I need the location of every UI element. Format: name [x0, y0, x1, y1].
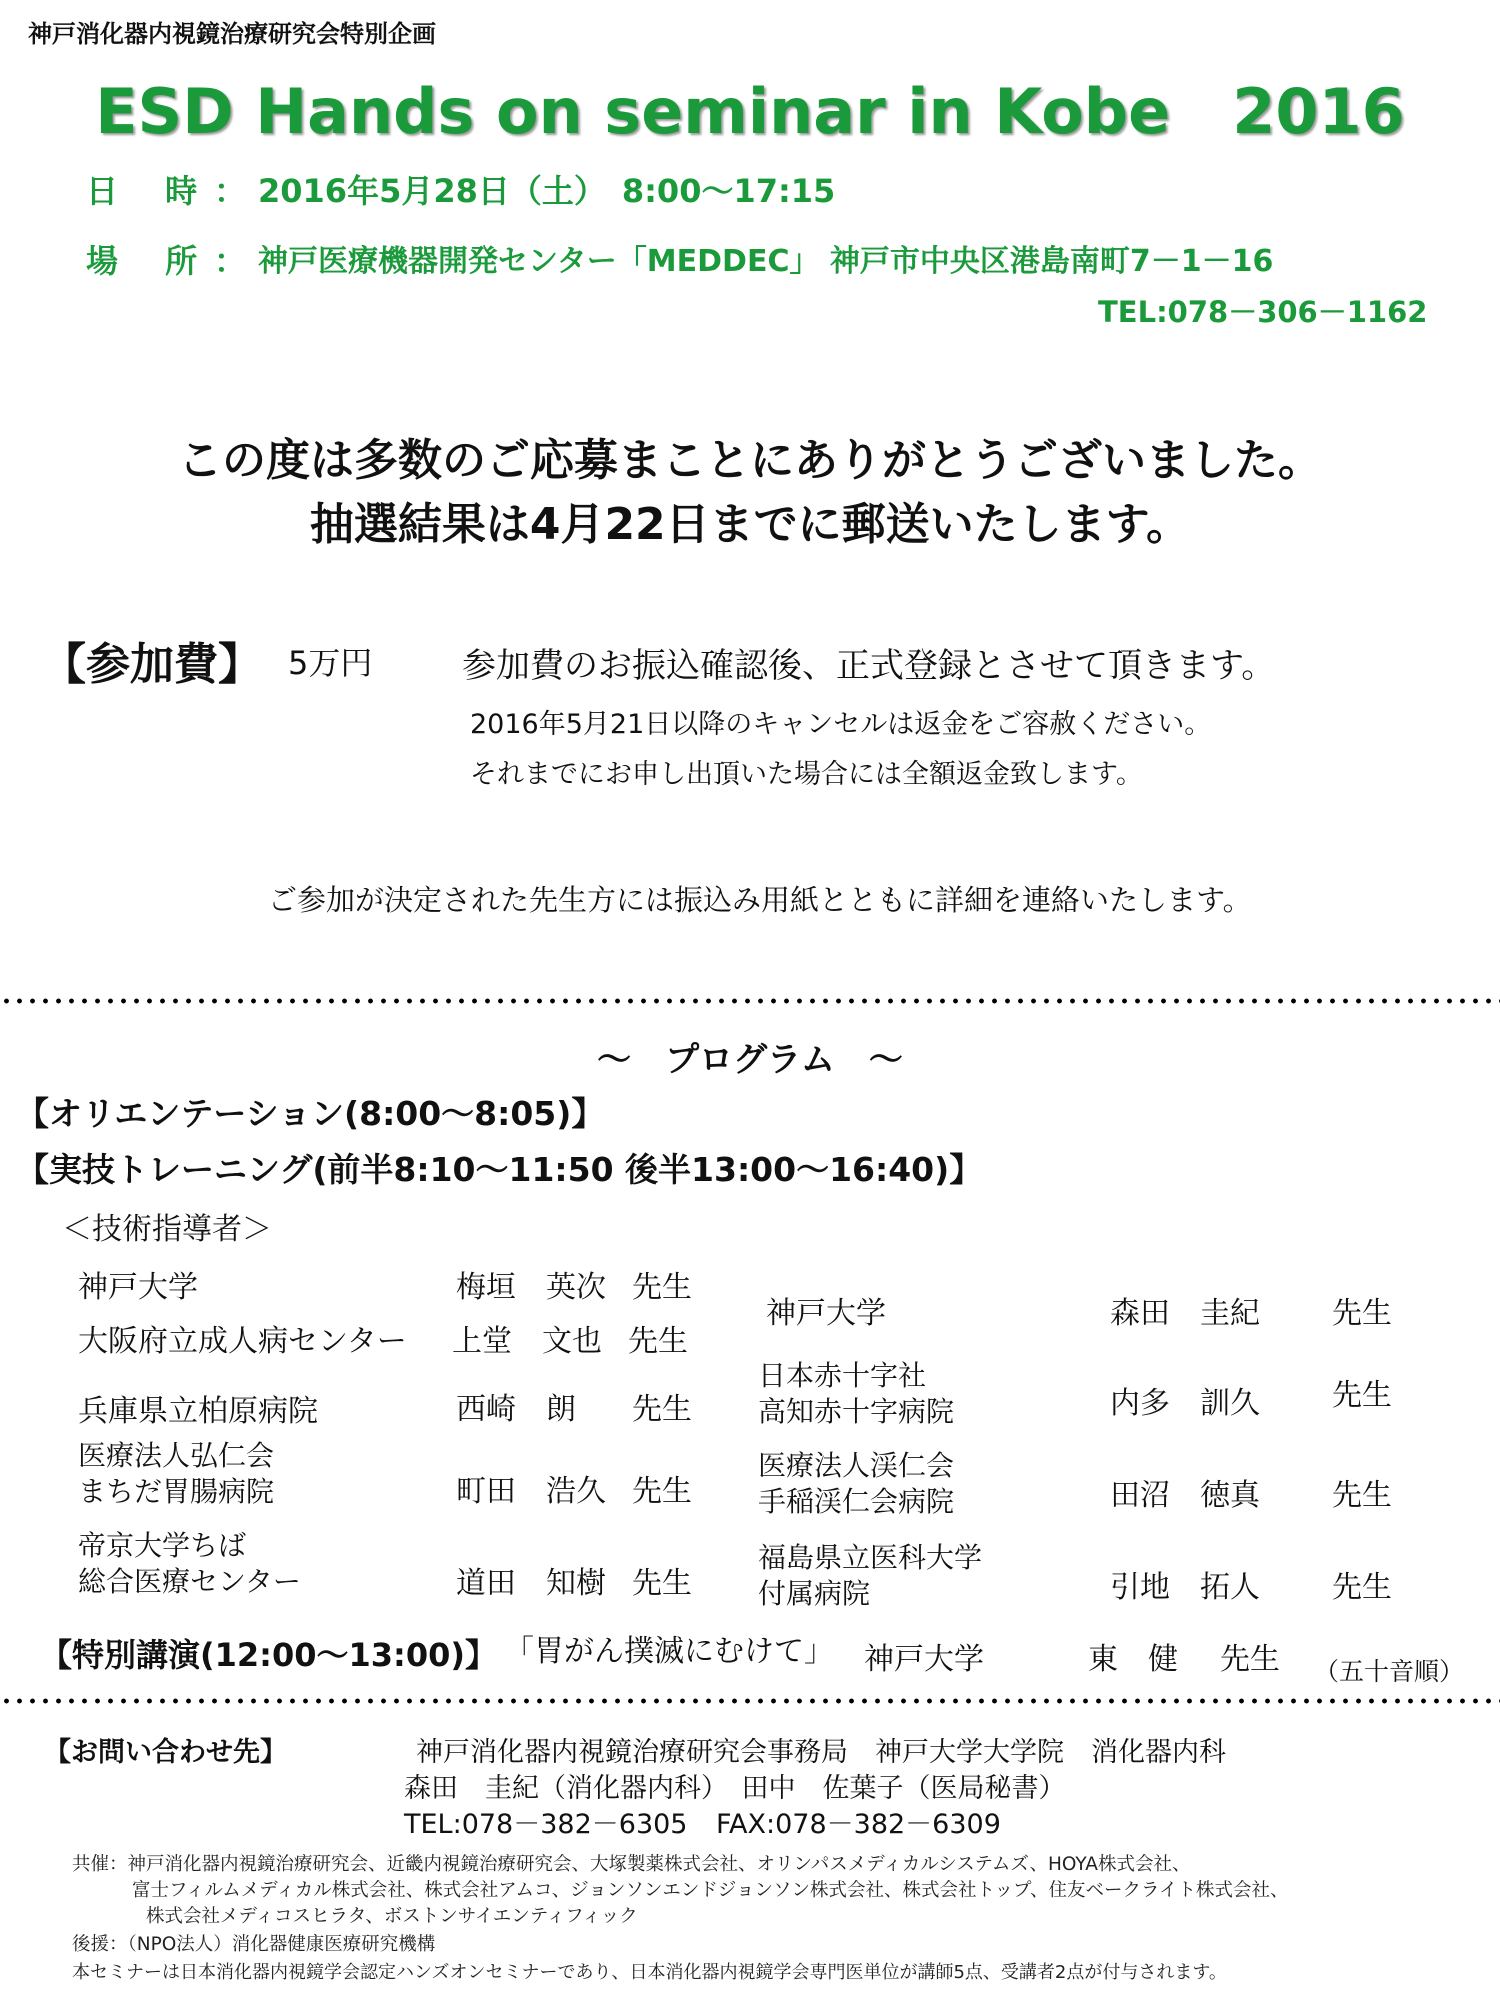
contact-label: 【お問い合わせ先】 [44, 1737, 287, 1768]
divider-bottom [0, 1698, 1500, 1704]
date-colon: ： [214, 172, 247, 210]
program-training: 【実技トレーニング(前半8:10～11:50 後半13:00～16:40)】 [16, 1150, 983, 1189]
instructor-name: 田沼 徳真 [1110, 1478, 1260, 1513]
contact-fax: FAX:078－382－6309 [716, 1809, 1001, 1840]
instructor-name: 道田 知樹 [456, 1566, 606, 1601]
divider-top [0, 998, 1500, 1004]
lecture-honorific: 先生 [1220, 1642, 1280, 1677]
instructor-affil: 医療法人渓仁会 手稲渓仁会病院 [758, 1449, 955, 1518]
instructor-name: 森田 圭紀 [1110, 1296, 1260, 1331]
instructor-honorific: 先生 [632, 1474, 692, 1509]
venue-tel: TEL:078－306－1162 [1098, 295, 1428, 329]
lecture-label: 【特別講演(12:00～13:00)】 [40, 1636, 497, 1674]
instructor-name: 引地 拓人 [1110, 1570, 1260, 1605]
cosponsor-line-3: 株式会社メディコスヒラタ、ボストンサイエンティフィック [146, 1906, 638, 1927]
instructor-name: 内多 訓久 [1110, 1386, 1260, 1421]
instructor-honorific: 先生 [632, 1270, 692, 1305]
instructor-honorific: 先生 [632, 1392, 692, 1427]
instructor-name: 上堂 文也 [452, 1324, 602, 1359]
thanks-line: この度は多数のご応募まことにありがとうございました。 [178, 435, 1322, 486]
place-colon: ： [214, 242, 247, 280]
instructor-honorific: 先生 [1332, 1296, 1392, 1331]
fee-label: 【参加費】 [42, 639, 262, 690]
instructor-name: 町田 浩久 [456, 1474, 606, 1509]
instructors-heading: ＜技術指導者＞ [62, 1212, 272, 1247]
instructor-affil: 大阪府立成人病センター [78, 1324, 407, 1359]
date-label: 日 時 [86, 172, 216, 210]
instructor-name: 梅垣 英次 [456, 1270, 606, 1305]
place-label: 場 所 [86, 242, 216, 280]
fee-amount: 5万円 [288, 644, 373, 682]
support-line: 後援：（NPO法人）消化器健康医療研究機構 [72, 1934, 436, 1955]
date-value: 2016年5月28日（土） 8:00～17:15 [258, 172, 836, 210]
instructor-affil: 兵庫県立柏原病院 [78, 1394, 318, 1429]
cosponsor-line-2: 富士フィルムメディカル株式会社、株式会社アムコ、ジョンソンエンドジョンソン株式会社、株式会社トップ、住友ベークライト株式会社、 [132, 1880, 1289, 1901]
fee-note-refund: それまでにお申し出頂いた場合には全額返金致します。 [470, 759, 1143, 790]
fee-note-cancel: 2016年5月21日以降のキャンセルは返金をご容赦ください。 [470, 709, 1212, 740]
place-value: 神戸医療機器開発センター「MEDDEC」 神戸市中央区港島南町7－1－16 [258, 244, 1274, 279]
lecture-name: 東 健 [1088, 1642, 1178, 1677]
instructor-honorific: 先生 [1332, 1378, 1392, 1413]
program-orientation: 【オリエンテーション(8:00～8:05)】 [16, 1094, 605, 1133]
instructor-affil: 福島県立医科大学 付属病院 [758, 1541, 983, 1610]
instructor-honorific: 先生 [1332, 1478, 1392, 1513]
fee-note-detail: ご参加が決定された先生方には振込み用紙とともに詳細を連絡いたします。 [268, 883, 1252, 917]
instructor-affil: 神戸大学 [78, 1270, 198, 1305]
instructor-name: 西崎 朗 [456, 1392, 576, 1427]
cosponsor-line-1: 共催：神戸消化器内視鏡治療研究会、近畿内視鏡治療研究会、大塚製薬株式会社、オリンパスメディカルシステムズ、HOYA株式会社、 [72, 1854, 1191, 1875]
instructor-honorific: 先生 [628, 1324, 688, 1359]
credit-line: 本セミナーは日本消化器内視鏡学会認定ハンズオンセミナーであり、日本消化器内視鏡学会専門医単位が講師5点、受講者2点が付与されます。 [72, 1962, 1227, 1983]
program-heading: ～ プログラム ～ [597, 1040, 903, 1080]
lecture-affil: 神戸大学 [864, 1642, 984, 1677]
order-note: （五十音順） [1314, 1657, 1465, 1686]
fee-note-registration: 参加費のお振込確認後、正式登録とさせて頂きます。 [462, 646, 1276, 686]
contact-tel: TEL:078－382－6305 [404, 1809, 688, 1840]
organizer-line: 神戸消化器内視鏡治療研究会特別企画 [28, 20, 436, 48]
instructor-affil: 日本赤十字社 高知赤十字病院 [758, 1359, 955, 1428]
instructor-affil: 帝京大学ちば 総合医療センター [78, 1529, 301, 1598]
instructor-affil: 医療法人弘仁会 まちだ胃腸病院 [78, 1439, 275, 1508]
instructor-honorific: 先生 [632, 1566, 692, 1601]
lottery-line: 抽選結果は4月22日までに郵送いたします。 [309, 499, 1191, 550]
lecture-title: 「胃がん撲滅にむけて」 [504, 1634, 834, 1669]
instructor-affil: 神戸大学 [766, 1296, 886, 1331]
contact-persons: 森田 圭紀（消化器内科） 田中 佐葉子（医局秘書） [404, 1773, 1066, 1804]
contact-office: 神戸消化器内視鏡治療研究会事務局 神戸大学大学院 消化器内科 [416, 1737, 1226, 1768]
seminar-title: ESD Hands on seminar in Kobe 2016 [95, 75, 1405, 148]
instructor-honorific: 先生 [1332, 1570, 1392, 1605]
